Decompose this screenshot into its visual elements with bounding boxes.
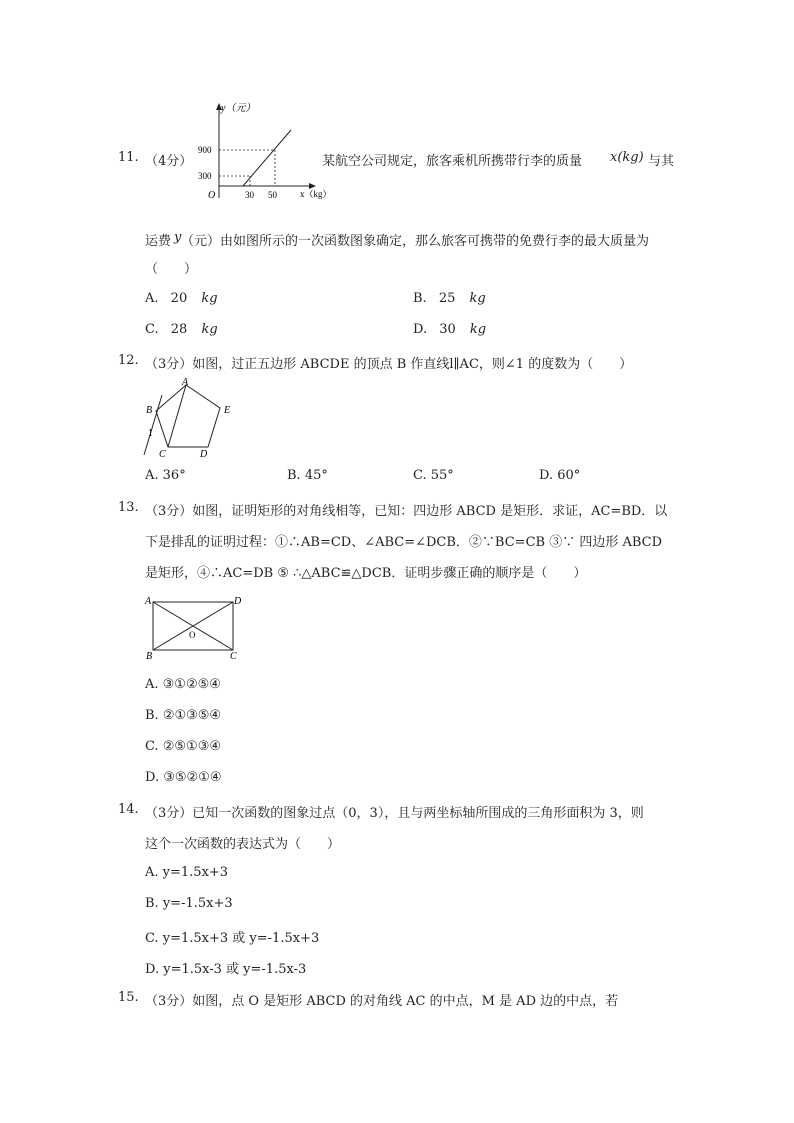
q11-var-y: y [174, 230, 182, 245]
option-c[interactable]: C. 28 kg [145, 322, 218, 337]
question-number: 12. [118, 353, 139, 368]
option-a[interactable]: A. y=1.5x+3 [145, 865, 229, 880]
q11-text-line2-start: 运费 [145, 234, 172, 249]
question-text-line1: （3分）已知一次函数的图象过点（0，3），且与两坐标轴所围成的三角形面积为 3，则 [145, 806, 644, 821]
q11-graph [193, 98, 333, 208]
question-text-line1: （3分）如图，点 O 是矩形 ABCD 的对角线 AC 的中点，M 是 AD 边的中点，若 [145, 994, 619, 1009]
question-number: 14. [118, 802, 139, 817]
option-c[interactable]: C. y=1.5x+3 或 y=-1.5x+3 [145, 931, 320, 946]
q11-text-line2: （元）由如图所示的一次函数图象确定，那么旅客可携带的免费行李的最大质量为 [181, 234, 650, 249]
option-b[interactable]: B. 25 kg [413, 291, 486, 306]
x-tick-50: 50 [268, 190, 277, 200]
option-b[interactable]: B. y=-1.5x+3 [145, 896, 233, 911]
option-c[interactable]: C. 55° [413, 468, 454, 483]
option-d[interactable]: D. 30 kg [413, 322, 487, 337]
question-score: （4分） [145, 154, 193, 169]
option-a[interactable]: A. 36° [145, 468, 186, 483]
option-b[interactable]: B. ②①③⑤④ [145, 708, 222, 723]
q11-paren: （ ） [145, 262, 198, 277]
label-b: B [146, 405, 153, 416]
label-a: A [182, 377, 189, 388]
angle-1-label: 1 [148, 428, 153, 439]
question-text: （3分）如图，过正五边形 ABCDE 的顶点 B 作直线l∥AC，则∠1 的度数为（ ） [145, 357, 633, 372]
option-d[interactable]: D. y=1.5x-3 或 y=-1.5x-3 [145, 962, 307, 977]
y-axis-label: y（元） [221, 103, 256, 114]
q13-rectangle-figure [140, 592, 250, 664]
label-c: C [159, 449, 166, 460]
question-text-line1: （3分）如图，证明矩形的对角线相等，已知：四边形 ABCD 是矩形．求证，AC=BD．以 [145, 504, 668, 519]
y-tick-900: 900 [198, 145, 212, 155]
option-a[interactable]: A. 20 kg [145, 291, 218, 306]
label-d: D [234, 596, 242, 607]
label-e: E [224, 405, 231, 416]
q11-text-line1: 某航空公司规定，旅客乘机所携带行李的质量 [322, 154, 583, 169]
question-text-line3: 是矩形，④∴AC=DB ⑤ ∴△ABC≌△DCB．证明步骤正确的顺序是（ ） [145, 566, 587, 581]
label-b: B [146, 651, 153, 662]
question-number: 11. [118, 150, 139, 165]
question-number: 13. [118, 500, 139, 515]
question-text-line2: 这个一次函数的表达式为（ ） [145, 837, 341, 852]
y-tick-300: 300 [198, 171, 212, 181]
option-a[interactable]: A. ③①②⑤④ [145, 677, 221, 692]
q12-pentagon-figure [138, 375, 238, 460]
option-d[interactable]: D. ③⑤②①④ [145, 770, 222, 785]
question-text-line2: 下是排乱的证明过程：①∴AB=CD、∠ABC=∠DCB．②∵BC=CB ③∵ 四边形 ABCD [145, 535, 663, 550]
option-c[interactable]: C. ②⑤①③④ [145, 739, 222, 754]
q11-text-line1-end: 与其 [648, 154, 675, 169]
option-d[interactable]: D. 60° [539, 468, 581, 483]
label-o: O [189, 630, 196, 640]
q11-var-x: x(kg) [610, 150, 644, 165]
label-d: D [200, 449, 208, 460]
label-a: A [145, 596, 152, 607]
question-number: 15. [118, 990, 139, 1005]
label-c: C [230, 651, 237, 662]
x-tick-30: 30 [245, 190, 254, 200]
origin-label: O [208, 190, 216, 201]
x-axis-label: x（kg） [300, 189, 332, 199]
option-b[interactable]: B. 45° [287, 468, 328, 483]
